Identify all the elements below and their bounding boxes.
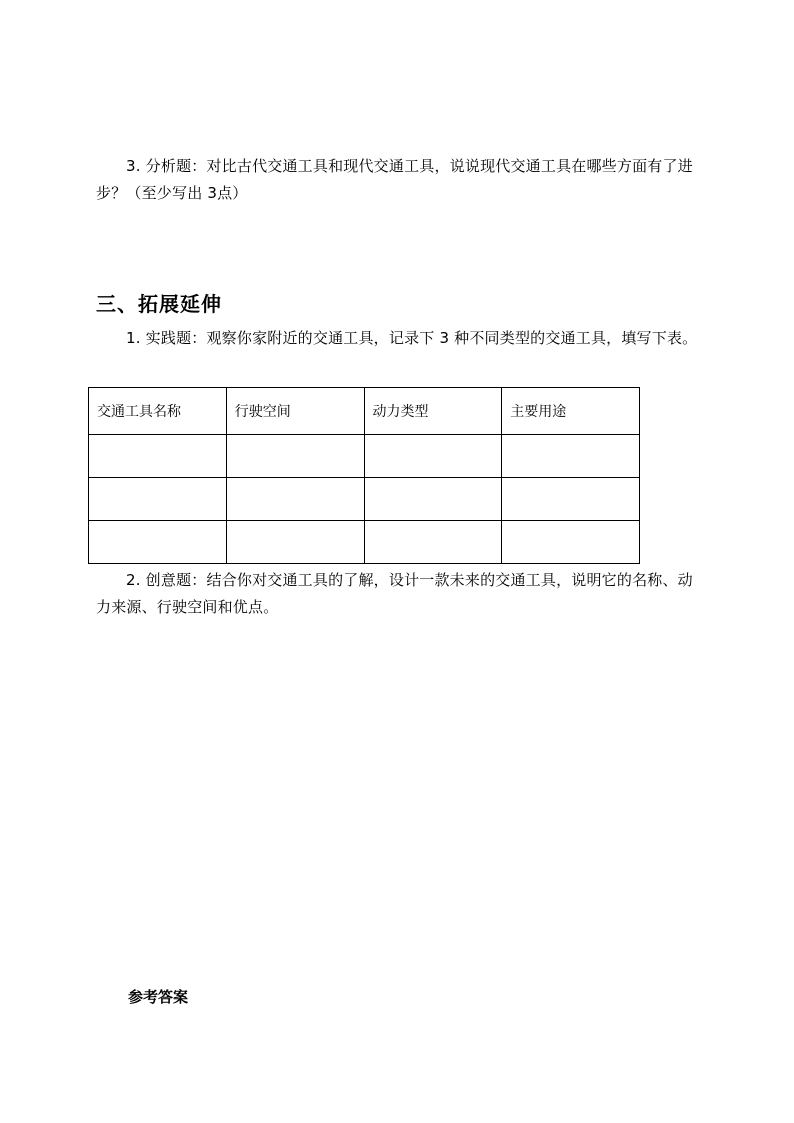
- question-1-practice: [96, 325, 700, 352]
- table-header-cell: 交通工具名称: [89, 388, 227, 435]
- table-header-cell: 行驶空间: [226, 388, 364, 435]
- table-cell-blank[interactable]: [226, 435, 364, 478]
- table-row: [89, 435, 640, 478]
- table-row: [89, 521, 640, 564]
- table-cell-blank[interactable]: [89, 435, 227, 478]
- question-2-creative: [96, 567, 700, 621]
- question-3-analysis: [96, 153, 700, 207]
- table-cell-blank[interactable]: [502, 521, 640, 564]
- table-cell-blank[interactable]: [89, 521, 227, 564]
- question-3-text: 3. 分析题：对比古代交通工具和现代交通工具，说说现代交通工具在哪些方面有了进步？（至少写出 3点）: [96, 157, 693, 202]
- table-cell-blank[interactable]: [364, 478, 502, 521]
- table-cell-blank[interactable]: [502, 478, 640, 521]
- table-cell-blank[interactable]: [226, 478, 364, 521]
- transport-record-table: [88, 387, 640, 564]
- table-header-cell: 主要用途: [502, 388, 640, 435]
- table-cell-blank[interactable]: [226, 521, 364, 564]
- table-header-row: [89, 388, 640, 435]
- table-row: [89, 478, 640, 521]
- question-2-text: 2. 创意题：结合你对交通工具的了解，设计一款未来的交通工具，说明它的名称、动力来源、行驶空间和优点。: [96, 571, 693, 616]
- reference-answer-heading: 参考答案: [128, 988, 189, 1006]
- table-cell-blank[interactable]: [364, 435, 502, 478]
- table-cell-blank[interactable]: [502, 435, 640, 478]
- table-cell-blank[interactable]: [364, 521, 502, 564]
- question-1-text: 1. 实践题：观察你家附近的交通工具，记录下 3 种不同类型的交通工具，填写下表。: [126, 329, 698, 347]
- table-cell-blank[interactable]: [89, 478, 227, 521]
- table-header-cell: 动力类型: [364, 388, 502, 435]
- section-heading-extension: 三、拓展延伸: [96, 292, 222, 316]
